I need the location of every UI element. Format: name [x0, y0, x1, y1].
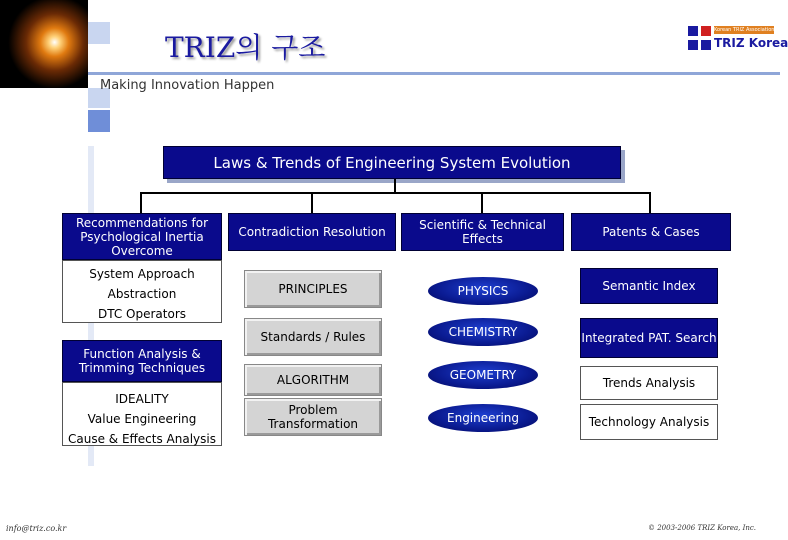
connector-col2: [311, 192, 313, 213]
logo: [688, 26, 788, 54]
laws-trends-box: [163, 146, 621, 179]
chemistry-oval: [428, 318, 538, 346]
footer-copyright: © 2003-2006 TRIZ Korea, Inc.: [648, 524, 757, 532]
trends-analysis-box: [580, 366, 718, 400]
abstraction-text: Abstraction: [107, 287, 177, 301]
contradiction-resolution-box: [228, 213, 396, 251]
scientific-effects-label: Scientific & Technical Effects: [419, 218, 546, 246]
logo-tagline: Korean TRIZ Association: [714, 27, 775, 33]
footer-email: info@triz.co.kr: [6, 524, 67, 533]
scientific-effects-box: [401, 213, 564, 251]
problem-transformation-label: Problem Transformation: [267, 403, 359, 431]
algorithm-box: [244, 364, 382, 396]
contradiction-resolution-label: Contradiction Resolution: [238, 225, 386, 239]
system-approach-text: System Approach: [89, 267, 195, 281]
recommendations-box: [62, 213, 222, 260]
logo-text: TRIZ Korea: [714, 36, 788, 50]
dtc-operators-text: DTC Operators: [97, 307, 187, 321]
geometry-label: GEOMETRY: [449, 368, 517, 382]
deco-square-1: [88, 22, 110, 44]
integrated-pat-search-box: [580, 318, 718, 358]
value-engineering-text: Value Engineering: [87, 412, 197, 426]
trends-analysis-label: Trends Analysis: [602, 376, 696, 390]
connector-col4: [649, 192, 651, 213]
chemistry-label: CHEMISTRY: [448, 325, 518, 339]
page-title: TRIZ의 구조: [165, 31, 326, 64]
physics-oval: [428, 277, 538, 305]
connector-col1: [140, 192, 142, 213]
technology-analysis-label: Technology Analysis: [588, 415, 710, 429]
integrated-pat-search-label: Integrated PAT. Search: [581, 331, 717, 345]
logo-grid-icon: [688, 26, 712, 52]
function-analysis-box: [62, 340, 222, 382]
patents-cases-label: Patents & Cases: [602, 225, 700, 239]
connector-vertical-main: [394, 179, 396, 193]
patents-cases-box: [571, 213, 731, 251]
cause-effects-text: Cause & Effects Analysis: [67, 432, 216, 446]
semantic-index-label: Semantic Index: [602, 279, 696, 293]
principles-label: PRINCIPLES: [278, 282, 348, 296]
spark-image: [0, 0, 88, 88]
engineering-oval: [428, 404, 538, 432]
page-subtitle: Making Innovation Happen: [100, 78, 275, 93]
laws-trends-label: Laws & Trends of Engineering System Evolution: [213, 153, 571, 172]
principles-box: [244, 270, 382, 308]
standards-rules-label: Standards / Rules: [260, 330, 366, 344]
header-rule: [88, 72, 780, 75]
physics-label: PHYSICS: [457, 284, 509, 298]
semantic-index-box: [580, 268, 718, 304]
engineering-label: Engineering: [447, 411, 519, 425]
problem-transformation-box: [244, 398, 382, 436]
standards-rules-box: [244, 318, 382, 356]
connector-col3: [481, 192, 483, 213]
technology-analysis-box: [580, 404, 718, 440]
ideality-text: IDEALITY: [115, 392, 169, 406]
connector-horizontal: [140, 192, 650, 194]
deco-square-3: [88, 110, 110, 132]
geometry-oval: [428, 361, 538, 389]
function-analysis-label: Function Analysis & Trimming Techniques: [78, 347, 206, 375]
algorithm-label: ALGORITHM: [276, 373, 350, 387]
recommendations-label: Recommendations for Psychological Inertia Overcome: [75, 215, 208, 258]
